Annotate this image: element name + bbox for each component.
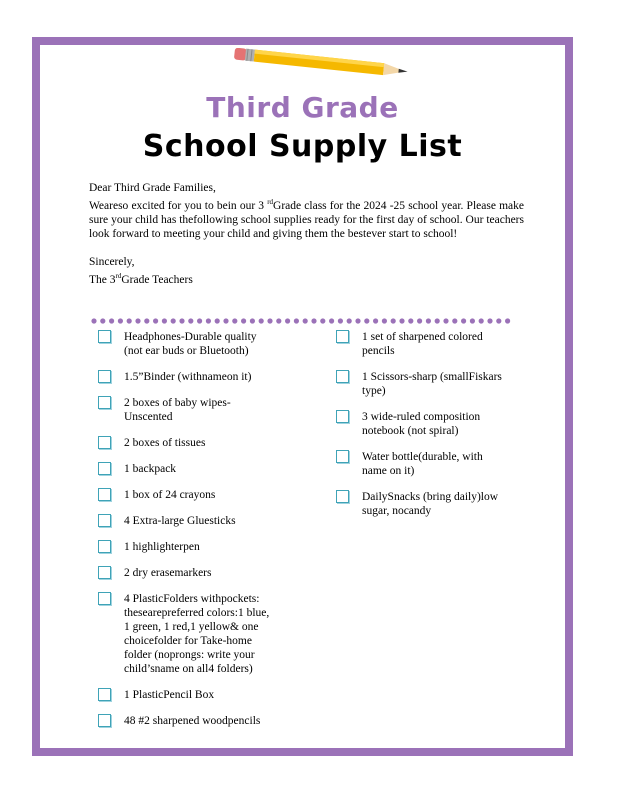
divider-dot bbox=[153, 318, 158, 323]
divider-dot bbox=[338, 318, 343, 323]
letter-body-text-1: Weareso excited for you to bein our 3 bbox=[89, 199, 268, 212]
supply-item[interactable] bbox=[92, 514, 307, 528]
supply-item[interactable] bbox=[92, 714, 307, 728]
divider-dot bbox=[426, 318, 431, 323]
divider-dot bbox=[399, 318, 404, 323]
dotted-divider bbox=[90, 317, 520, 325]
divider-dot bbox=[223, 318, 228, 323]
divider-dot bbox=[355, 318, 360, 323]
supply-item[interactable] bbox=[92, 566, 307, 580]
signature-text-1: The 3 bbox=[89, 273, 116, 286]
divider-dot bbox=[232, 318, 237, 323]
supply-item[interactable] bbox=[92, 370, 307, 384]
divider-dot bbox=[391, 318, 396, 323]
letter-greeting: Dear Third Grade Families, bbox=[89, 182, 216, 194]
divider-dot bbox=[91, 318, 96, 323]
letter-signature bbox=[89, 269, 524, 287]
divider-dot bbox=[461, 318, 466, 323]
supply-item-label: Water bottle(durable, with name on it) bbox=[362, 451, 483, 477]
signature-text-2: Grade Teachers bbox=[121, 273, 193, 286]
checkbox-icon[interactable] bbox=[98, 540, 111, 553]
letter-body-text-2: Grade class for the 2024 -25 school year. Please make sure your child has thefollowing school supplies ready for the first day of school. Our teachers look forward to meeting your child and giving them the bestever start to school! bbox=[89, 199, 524, 240]
divider-dot bbox=[320, 318, 325, 323]
supply-item[interactable] bbox=[330, 330, 520, 358]
divider-dot bbox=[452, 318, 457, 323]
checkbox-icon[interactable] bbox=[98, 330, 111, 343]
supply-item-label: 1 backpack bbox=[124, 463, 177, 475]
checkbox-icon[interactable] bbox=[98, 566, 111, 579]
checkbox-icon[interactable] bbox=[336, 490, 349, 503]
divider-dot bbox=[250, 318, 255, 323]
supply-item[interactable] bbox=[92, 488, 307, 502]
divider-dot bbox=[188, 318, 193, 323]
supply-item-label: 3 wide-ruled composition notebook (not spiral) bbox=[362, 411, 481, 437]
letter-closing: Sincerely, bbox=[89, 255, 135, 268]
divider-dot bbox=[329, 318, 334, 323]
divider-dot bbox=[100, 318, 105, 323]
supply-item-label: 1 highlighterpen bbox=[124, 541, 200, 553]
supply-item[interactable] bbox=[92, 330, 307, 358]
divider-dot bbox=[179, 318, 184, 323]
supply-item-label: Headphones-Durable quality (not ear buds or Bluetooth) bbox=[124, 331, 257, 357]
supply-list-right bbox=[330, 330, 520, 530]
divider-dot bbox=[417, 318, 422, 323]
divider-dot bbox=[347, 318, 352, 323]
supply-item[interactable] bbox=[330, 490, 520, 518]
checkbox-icon[interactable] bbox=[336, 370, 349, 383]
supply-item[interactable] bbox=[92, 436, 307, 450]
divider-dot bbox=[364, 318, 369, 323]
checkbox-icon[interactable] bbox=[336, 330, 349, 343]
checkbox-icon[interactable] bbox=[98, 462, 111, 475]
divider-dot bbox=[109, 318, 114, 323]
supply-item[interactable] bbox=[92, 396, 307, 424]
pencil-icon bbox=[230, 48, 420, 78]
checkbox-icon[interactable] bbox=[98, 714, 111, 727]
supply-item[interactable] bbox=[92, 688, 307, 702]
divider-dot bbox=[496, 318, 501, 323]
divider-dot bbox=[118, 318, 123, 323]
letter bbox=[89, 181, 524, 287]
title-third-grade: Third Grade bbox=[206, 91, 399, 124]
supply-item-label: 1 Scissors-sharp (smallFiskars type) bbox=[362, 371, 502, 397]
divider-dot bbox=[470, 318, 475, 323]
supply-item-label: 4 Extra-large Gluesticks bbox=[124, 515, 236, 527]
divider-dot bbox=[127, 318, 132, 323]
divider-dot bbox=[311, 318, 316, 323]
checkbox-icon[interactable] bbox=[98, 592, 111, 605]
checkbox-icon[interactable] bbox=[98, 488, 111, 501]
divider-dot bbox=[285, 318, 290, 323]
title-school-supply-list: School Supply List bbox=[142, 129, 463, 164]
divider-dot bbox=[443, 318, 448, 323]
divider-dot bbox=[373, 318, 378, 323]
divider-dot bbox=[505, 318, 510, 323]
divider-dot bbox=[382, 318, 387, 323]
checkbox-icon[interactable] bbox=[98, 396, 111, 409]
supply-item[interactable] bbox=[330, 410, 520, 438]
divider-dot bbox=[197, 318, 202, 323]
supply-item-label: 1 set of sharpened colored pencils bbox=[362, 331, 483, 357]
checkbox-icon[interactable] bbox=[336, 410, 349, 423]
supply-item[interactable] bbox=[92, 540, 307, 554]
supply-list-left bbox=[92, 330, 307, 740]
divider-dot bbox=[294, 318, 299, 323]
page-frame bbox=[32, 37, 573, 756]
divider-dot bbox=[206, 318, 211, 323]
divider-dot bbox=[408, 318, 413, 323]
divider-dot bbox=[479, 318, 484, 323]
supply-item[interactable] bbox=[92, 462, 307, 476]
divider-dot bbox=[171, 318, 176, 323]
divider-dot bbox=[241, 318, 246, 323]
divider-dot bbox=[487, 318, 492, 323]
supply-item-label: 2 dry erasemarkers bbox=[124, 567, 212, 579]
supply-item[interactable] bbox=[92, 592, 307, 676]
divider-dot bbox=[303, 318, 308, 323]
divider-dot bbox=[267, 318, 272, 323]
divider-dot bbox=[135, 318, 140, 323]
signature-sup: rd bbox=[115, 271, 122, 280]
checkbox-icon[interactable] bbox=[98, 688, 111, 701]
supply-item-label: 48 #2 sharpened woodpencils bbox=[124, 715, 261, 727]
letter-body-sup: rd bbox=[267, 198, 274, 206]
divider-dot bbox=[276, 318, 281, 323]
supply-item-label: DailySnacks (bring daily)low sugar, nocandy bbox=[362, 491, 499, 517]
checkbox-icon[interactable] bbox=[98, 514, 111, 527]
supply-item-label: 1 PlasticPencil Box bbox=[124, 689, 215, 701]
supply-item-label: 1.5”Binder (withnameon it) bbox=[124, 371, 252, 383]
supply-item-label: 1 box of 24 crayons bbox=[124, 489, 216, 501]
supply-item-label: 2 boxes of tissues bbox=[124, 437, 206, 449]
divider-dot bbox=[435, 318, 440, 323]
letter-body bbox=[89, 195, 524, 241]
checkbox-icon[interactable] bbox=[98, 370, 111, 383]
checkbox-icon[interactable] bbox=[336, 450, 349, 463]
divider-dot bbox=[259, 318, 264, 323]
supply-item[interactable] bbox=[330, 450, 520, 478]
divider-dot bbox=[162, 318, 167, 323]
divider-dot bbox=[215, 318, 220, 323]
supply-item-label: 4 PlasticFolders withpockets: thesearepreferred colors:1 blue, 1 green, 1 red,1 yellow& one choicefolder for Take-home folder (noprongs: write your child’sname on all4 folders) bbox=[124, 593, 270, 675]
supply-item[interactable] bbox=[330, 370, 520, 398]
divider-dot bbox=[144, 318, 149, 323]
checkbox-icon[interactable] bbox=[98, 436, 111, 449]
supply-item-label: 2 boxes of baby wipes- Unscented bbox=[124, 397, 231, 423]
